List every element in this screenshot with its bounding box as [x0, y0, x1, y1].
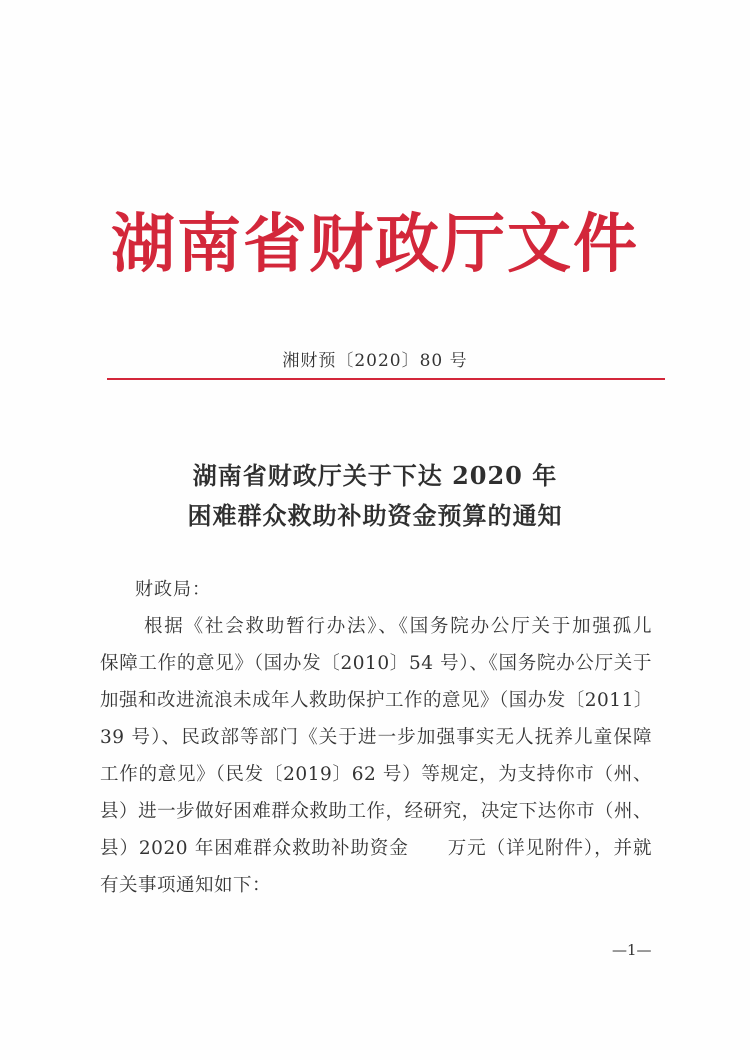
body-text-line: 39 号）、民政部等部门《关于进一步加强事实无人抚养儿童保障: [100, 727, 652, 748]
body-text-line: 保障工作的意见》（国办发〔2010〕54 号）、《国务院办公厅关于: [100, 653, 652, 674]
notice-title-line-1: 湖南省财政厅关于下达 2020 年: [192, 461, 558, 490]
body-text-line: 加强和改进流浪未成年人救助保护工作的意见》（国办发〔2011〕: [100, 690, 653, 711]
page-number: —1—: [612, 941, 652, 959]
body-text-line: 工作的意见》（民发〔2019〕62 号）等规定，为支持你市（州、: [100, 764, 652, 785]
body-text-line: 县）2020 年困难群众救助补助资金 万元（详见附件），并就: [100, 838, 652, 859]
red-divider-line: [107, 378, 665, 380]
issuing-authority-header: 湖南省财政厅文件: [111, 208, 639, 282]
document-number: 湘财预〔2020〕80 号: [282, 351, 468, 371]
salutation: 财政局：: [135, 579, 211, 600]
body-text-line: 县）进一步做好困难群众救助工作，经研究，决定下达你市（州、: [100, 801, 652, 822]
body-text-line: 有关事项通知如下：: [100, 875, 272, 896]
body-text-line: 根据《社会救助暂行办法》、《国务院办公厅关于加强孤儿: [144, 616, 652, 637]
notice-title-line-2: 困难群众救助补助资金预算的通知: [187, 501, 563, 530]
